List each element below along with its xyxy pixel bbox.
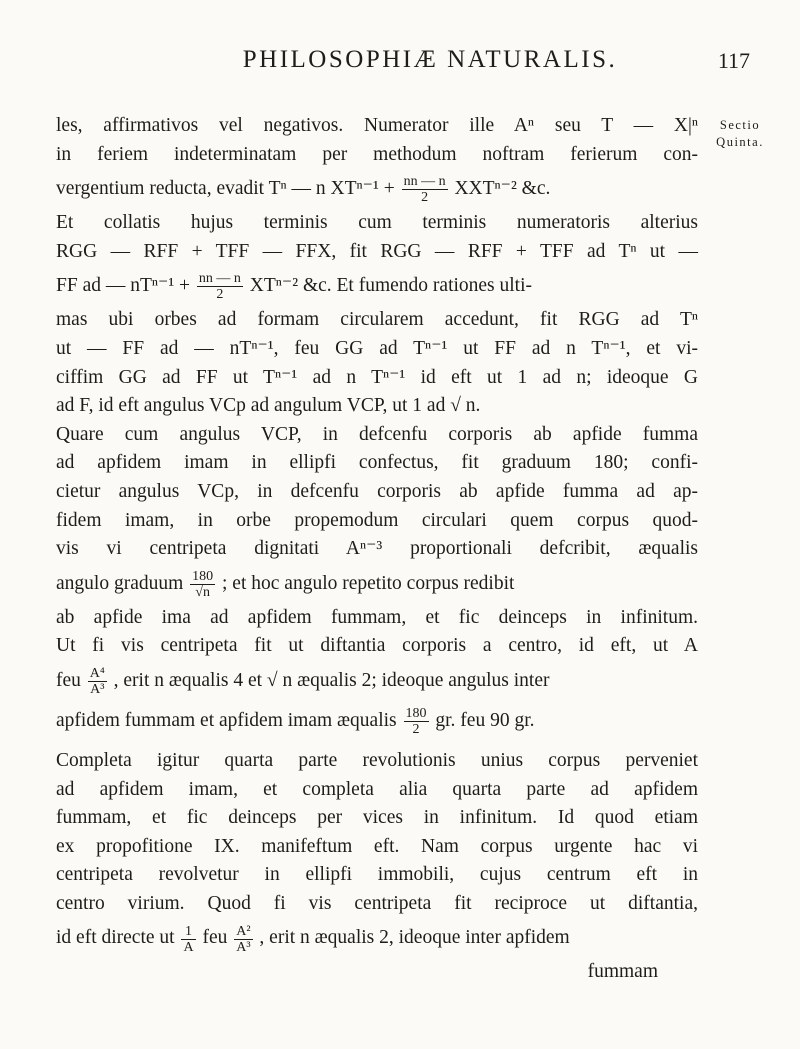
text-segment: gr. feu 90 gr. <box>435 709 535 731</box>
fraction-numerator: 180 <box>192 568 214 584</box>
text-line: centro virium. Quod fi vis centripeta fit reciproce ut diftantia, <box>56 892 698 914</box>
fraction-denominator: A³ <box>90 681 105 697</box>
text-line: Quare cum angulus VCP, in defcenfu corporis ab apfide fumma <box>56 423 698 445</box>
text-line: ad F, id eft angulus VCp ad angulum VCP, ut 1 ad √ n. <box>56 395 481 417</box>
fraction-numerator: 180 <box>405 705 427 721</box>
equation-line <box>56 701 698 741</box>
text-line: fummam, et fic deinceps per vices in infinitum. Id quod etiam <box>56 807 698 829</box>
fraction-denominator: 2 <box>412 721 420 737</box>
running-head: PHILOSOPHIÆ NATURALIS. <box>242 46 618 73</box>
text-segment: apfidem fummam et apfidem imam æqualis <box>56 709 397 731</box>
text-line: centripeta revolvetur in ellipfi immobili, cujus centrum eft in <box>56 864 698 886</box>
text-segment: FF ad — nTⁿ⁻¹ + <box>56 275 191 297</box>
text-segment: feu <box>56 669 81 691</box>
page-number: 117 <box>717 48 750 73</box>
fraction-denominator: A <box>183 939 194 955</box>
fraction-numerator: 1 <box>181 924 195 940</box>
fraction <box>190 569 215 600</box>
fraction <box>402 174 448 205</box>
text-segment: XTⁿ⁻² &c. Et fumendo rationes ulti- <box>249 275 533 297</box>
catchword: fummam <box>587 961 658 983</box>
text-segment: , erit n æqualis 4 et √ n æqualis 2; ideoque angulus inter <box>113 669 550 691</box>
equation-line <box>56 661 698 701</box>
fraction-denominator: √n <box>195 584 210 600</box>
equation-line <box>56 564 698 604</box>
fraction <box>88 666 107 697</box>
text-line: fidem imam, in orbe propemodum circulari quem corpus quod- <box>56 509 698 531</box>
fraction-numerator: nn — n <box>198 271 241 287</box>
text-line: ad apfidem imam, et completa alia quarta parte ad apfidem <box>56 778 698 800</box>
fraction-numerator: A² <box>236 923 251 939</box>
fraction <box>181 924 195 955</box>
fraction-denominator: 2 <box>421 190 429 206</box>
equation-line <box>56 918 698 958</box>
text-line: in feriem indeterminatam per methodum noftram ferierum con- <box>56 143 698 165</box>
text-line: ad apfidem imam in ellipfi confectus, fit graduum 180; confi- <box>56 452 698 474</box>
fraction <box>404 706 429 737</box>
text-line: Et collatis hujus terminis cum terminis numeratoris alterius <box>56 212 698 234</box>
text-line: mas ubi orbes ad formam circularem accedunt, fit RGG ad Tⁿ <box>56 309 698 331</box>
text-segment: id eft directe ut <box>56 927 175 949</box>
text-line: Completa igitur quarta parte revolutionis unius corpus perveniet <box>56 749 698 771</box>
text-line: ab apfide ima ad apfidem fummam, et fic deinceps in infinitum. <box>56 606 698 628</box>
text-segment: vergentium reducta, evadit Tⁿ — n XTⁿ⁻¹ + <box>56 178 395 200</box>
fraction-denominator: 2 <box>216 287 224 303</box>
text-line: Ut fi vis centripeta fit ut diftantia corporis a centro, id eft, ut A <box>56 635 698 657</box>
fraction-denominator: A³ <box>236 939 251 955</box>
text-segment: feu <box>202 927 228 949</box>
equation-line <box>56 266 698 306</box>
text-line: RGG — RFF + TFF — FFX, fit RGG — RFF + TFF ad Tⁿ ut — <box>56 240 698 262</box>
text-line: ex propofitione IX. manifeftum eft. Nam corpus urgente hac vi <box>56 835 698 857</box>
text-line: ut — FF ad — nTⁿ⁻¹, feu GG ad Tⁿ⁻¹ ut FF ad n Tⁿ⁻¹, et vi- <box>56 337 698 359</box>
text-segment: ; et hoc angulo repetito corpus redibit <box>222 572 515 594</box>
text-line: les, affirmativos vel negativos. Numerator ille Aⁿ seu T — X|ⁿ <box>56 115 698 136</box>
text-line: cietur angulus VCp, in defcenfu corporis ab apfide fumma ad ap- <box>56 480 698 502</box>
text-segment: angulo graduum <box>56 572 184 594</box>
margin-note-line: Sectio <box>719 118 761 132</box>
text-line: ciffim GG ad FF ut Tⁿ⁻¹ ad n Tⁿ⁻¹ id eft ut 1 ad n; ideoque G <box>56 366 698 388</box>
body-text <box>56 112 698 987</box>
fraction-numerator: nn — n <box>403 174 446 190</box>
text-line: vis vi centripeta dignitati Aⁿ⁻³ proportionali defcribit, æqualis <box>56 538 698 560</box>
equation-line <box>56 169 698 209</box>
fraction-numerator: A⁴ <box>89 665 105 681</box>
fraction <box>234 924 252 955</box>
text-segment: , erit n æqualis 2, ideoque inter apfidem <box>259 927 570 949</box>
text-segment: XXTⁿ⁻² &c. <box>454 178 551 200</box>
fraction <box>197 271 243 302</box>
margin-note-line: Quinta. <box>716 135 764 149</box>
margin-note <box>700 117 780 151</box>
